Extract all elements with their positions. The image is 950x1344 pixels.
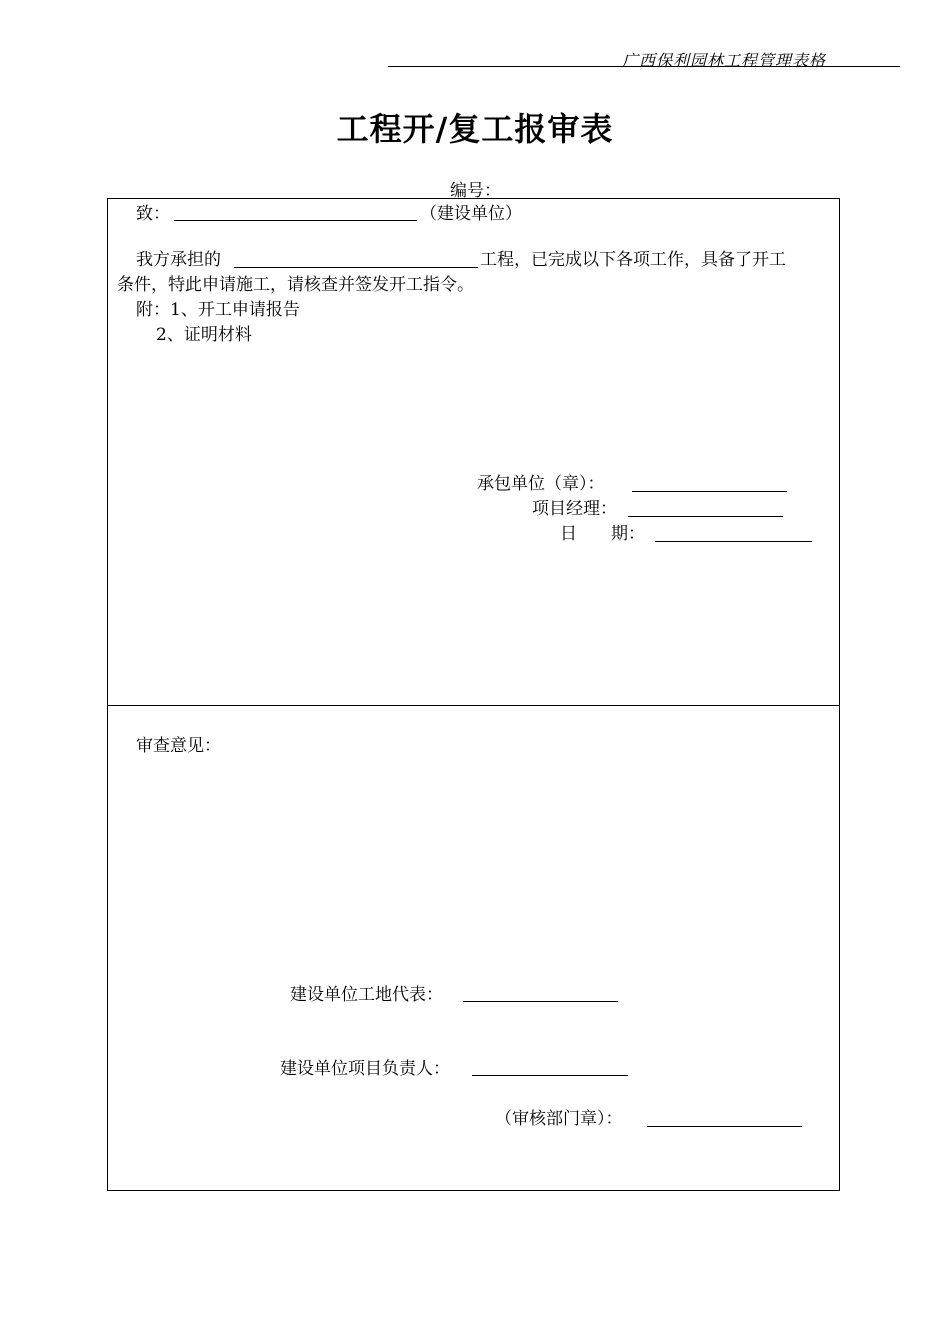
contractor-seal-field[interactable] — [632, 491, 787, 492]
page-title: 工程开/复工报审表 — [336, 110, 614, 148]
contractor-seal-label: 承包单位（章）： — [477, 474, 605, 494]
form-table — [107, 198, 840, 1191]
project-manager-label: 项目经理： — [532, 499, 617, 519]
client-unit-field[interactable] — [174, 220, 417, 221]
header-rule — [388, 66, 900, 67]
site-representative-field[interactable] — [463, 1001, 618, 1002]
attachment-item-1: 附：1、开工申请报告 — [136, 300, 300, 320]
date-field[interactable] — [655, 541, 812, 542]
project-lead-label: 建设单位项目负责人： — [280, 1059, 450, 1079]
body-suffix: 工程，已完成以下各项工作，具备了开工 — [480, 250, 786, 270]
project-manager-field[interactable] — [628, 516, 783, 517]
body-line-2: 条件，特此申请施工，请核查并签发开工指令。 — [117, 275, 474, 295]
section-divider — [107, 705, 840, 706]
audit-dept-seal-field[interactable] — [647, 1126, 802, 1127]
audit-dept-seal-label: （审核部门章）： — [495, 1109, 623, 1129]
form-number-label: 编号： — [450, 181, 501, 201]
site-representative-label: 建设单位工地代表： — [290, 985, 443, 1005]
project-lead-field[interactable] — [472, 1075, 628, 1076]
project-name-field[interactable] — [234, 267, 478, 268]
to-label: 致： — [136, 204, 170, 224]
to-suffix: （建设单位） — [420, 204, 522, 224]
form-series-label: 广西保利园林工程管理表格 — [622, 51, 827, 70]
review-opinion-label: 审查意见： — [136, 736, 221, 756]
body-prefix: 我方承担的 — [136, 250, 221, 270]
date-label: 日 期： — [560, 524, 645, 544]
attachment-item-2: 2、证明材料 — [156, 325, 252, 345]
